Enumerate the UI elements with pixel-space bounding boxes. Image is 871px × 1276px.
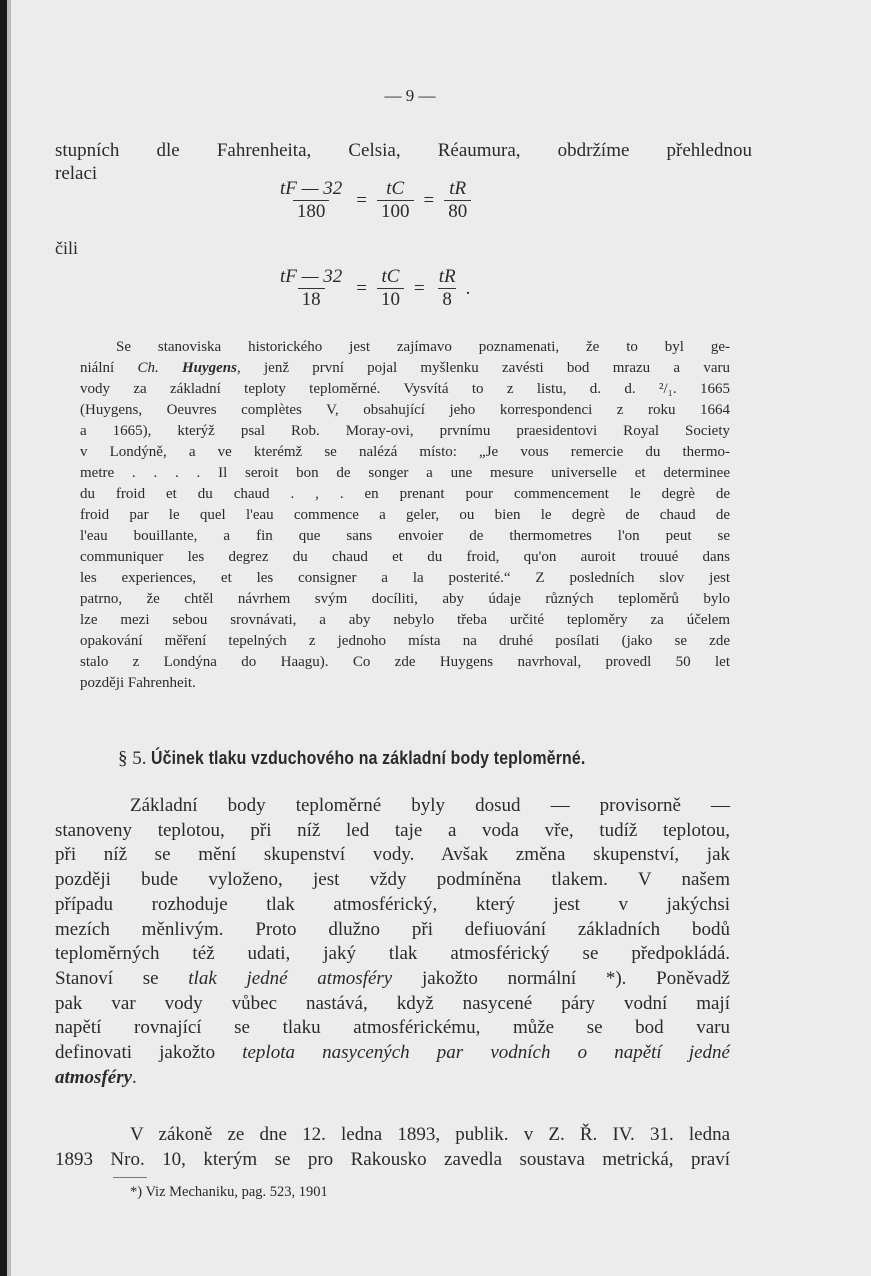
fraction-reaumur <box>444 178 471 223</box>
equals-sign: = <box>356 189 367 211</box>
equals-sign: = <box>414 277 425 299</box>
formula-fractions-full <box>270 178 477 223</box>
fraction-celsius <box>377 178 414 223</box>
italic-text: Ch. <box>137 360 159 376</box>
text-line <box>55 1148 730 1172</box>
equals-sign: = <box>423 189 435 211</box>
text-run: případu rozhoduje tlak atmosférický, který jest v jakýchsi <box>55 893 730 915</box>
text-line <box>80 589 730 610</box>
text-run: teploměrných též udati, jaký tlak atmosférický se předpokládá. <box>55 943 730 965</box>
text-run: (Huygens, Oeuvres complètes V, obsahující jeho korrespondenci z roku 1664 <box>80 402 730 418</box>
text-run: v Londýně, a ve kterémž se nalézá místo: „Je vous remercie du thermo- <box>80 444 730 460</box>
section-number: § 5. <box>118 748 147 769</box>
text-line <box>55 992 730 1016</box>
text-run: stalo z Londýna do Haagu). Co zde Huygens navrhoval, provedl 50 let <box>80 654 730 670</box>
period: . <box>465 277 471 299</box>
text-run: napětí rovnající se tlaku atmosférickému, může se bod varu <box>55 1017 730 1039</box>
emphasized-text: Huygens <box>181 360 237 376</box>
text-line <box>55 1066 730 1090</box>
denominator: 80 <box>444 200 471 223</box>
numerator: tC <box>386 178 405 199</box>
text-run: stanoveny teplotou, při níž led taje a voda vře, tudíž teplotou, <box>55 819 730 841</box>
text-line <box>55 843 730 867</box>
text-run: Stanoví se <box>55 967 189 989</box>
footnote: *) Viz Mechaniku, pag. 523, 1901 <box>130 1184 328 1200</box>
text-run: lze mezi sebou srovnávati, a aby nebylo třeba určité teploměry za účelem <box>80 612 730 628</box>
text-line <box>80 568 730 589</box>
fraction-fahrenheit <box>276 266 346 311</box>
text-line <box>80 547 730 568</box>
text-line <box>80 442 730 463</box>
text-run: . <box>132 1066 137 1088</box>
text-line <box>80 484 730 505</box>
text-line <box>55 942 730 966</box>
text-run: V zákoně ze dne 12. ledna 1893, publik. v Z. Ř. IV. 31. ledna <box>130 1124 730 1145</box>
page-number: — 9 — <box>384 86 436 105</box>
text-line <box>80 505 730 526</box>
numerator: tR <box>449 178 467 199</box>
footnote-divider <box>113 1177 147 1178</box>
text-line <box>55 819 730 843</box>
fraction-reaumur <box>435 266 460 311</box>
text-run: les experiences, et les consigner a la posterité.“ Z posledních slov jest <box>80 570 730 586</box>
text-line <box>80 631 730 652</box>
text-run: 1893 Nro. 10, kterým se pro Rakousko zavedla soustava metrická, praví <box>55 1148 730 1170</box>
text-line <box>80 610 730 631</box>
text-run <box>159 360 182 376</box>
text-run: mezích měnlivým. Proto dlužno při defiuování základních bodů <box>55 918 730 940</box>
text-run: stupních dle Fahrenheita, Celsia, Réaumura, obdržíme přehlednou <box>55 140 752 161</box>
text-run: později bude vyloženo, jest vždy podmíněna tlakem. V našem <box>55 869 730 891</box>
text-run: a 1665), kterýž psal Rob. Moray-ovi, prvnímu praesidentovi Royal Society <box>80 423 730 439</box>
fraction-celsius <box>377 266 404 311</box>
italic-text: tlak jedné atmosféry <box>188 967 393 989</box>
formula-fractions-reduced <box>270 266 470 311</box>
text-line <box>55 139 752 163</box>
text-line <box>80 652 730 673</box>
cili-label: čili <box>55 238 78 258</box>
text-line <box>80 379 730 400</box>
text-line <box>55 1016 730 1040</box>
text-line <box>80 673 730 694</box>
text-line <box>116 337 730 358</box>
text-run: později Fahrenheit. <box>80 675 196 691</box>
emphasized-text: atmosféry <box>55 1066 133 1088</box>
text-run: vody za základní teploty teploměrné. Vysvítá to z listu, d. d. ²/₁. 1665 <box>80 381 730 397</box>
text-line <box>80 421 730 442</box>
section-title: Účinek tlaku vzduchového na základní body teploměrné. <box>151 748 586 768</box>
section-heading <box>118 748 645 770</box>
scan-edge <box>0 0 7 1276</box>
text-run: du froid et du chaud . , . en prenant pour commencement le degrè de <box>80 486 730 502</box>
text-line <box>130 1123 730 1147</box>
text-run: niální <box>80 360 138 376</box>
numerator: tR <box>438 266 456 287</box>
text-run: relaci <box>55 163 98 184</box>
text-line <box>130 794 730 818</box>
numerator: tC <box>381 266 400 287</box>
text-line <box>55 893 730 917</box>
text-line <box>80 526 730 547</box>
text-line <box>80 358 730 379</box>
text-run: při níž se mění skupenství vody. Avšak změna skupenství, jak <box>55 844 730 866</box>
text-run: definovati jakožto <box>55 1042 243 1063</box>
text-line <box>55 918 730 942</box>
text-run: Základní body teploměrné byly dosud — provisorně — <box>130 795 730 816</box>
text-run: , jenž první pojal myšlenku zavésti bod mrazu a varu <box>236 360 731 376</box>
denominator: 8 <box>438 288 456 311</box>
text-run: opakování měření tepelných z jednoho místa na druhé posílati (jako se zde <box>80 633 730 649</box>
scan-edge-shadow <box>7 0 11 1276</box>
denominator: 100 <box>377 200 414 223</box>
text-line <box>55 1041 730 1065</box>
text-run: jakožto normální *). Poněvadž <box>392 967 730 989</box>
text-line <box>55 868 730 892</box>
denominator: 18 <box>298 288 325 311</box>
italic-text: teplota nasycených par vodních o napětí jedné <box>242 1042 730 1063</box>
numerator: tF — 32 <box>280 266 343 287</box>
text-run: communiquer les degrez du chaud et du froid, qu'on auroit trouué dans <box>80 549 730 565</box>
equals-sign: = <box>356 277 367 299</box>
text-run: patrno, že chtěl návrhem svým docíliti, aby údaje různých teploměrů bylo <box>80 591 730 607</box>
text-run: metre . . . . Il seroit bon de songer a une mesure universelle et determinee <box>80 465 730 481</box>
text-run: Se stanoviska historického jest zajímavo poznamenati, že to byl ge- <box>116 339 730 355</box>
text-line <box>55 967 730 991</box>
text-run: froid par le quel l'eau commence a geler, ou bien le degrè de chaud de <box>80 507 730 523</box>
text-run: l'eau bouillante, a fin que sans envoier de thermometres l'on peut se <box>80 528 730 544</box>
text-line <box>80 400 730 421</box>
text-run: pak var vody vůbec nastává, když nasycené páry vodní mají <box>55 992 730 1014</box>
denominator: 10 <box>377 288 404 311</box>
denominator: 180 <box>293 200 330 223</box>
text-line <box>80 463 730 484</box>
numerator: tF — 32 <box>280 178 343 199</box>
fraction-fahrenheit <box>276 178 346 223</box>
